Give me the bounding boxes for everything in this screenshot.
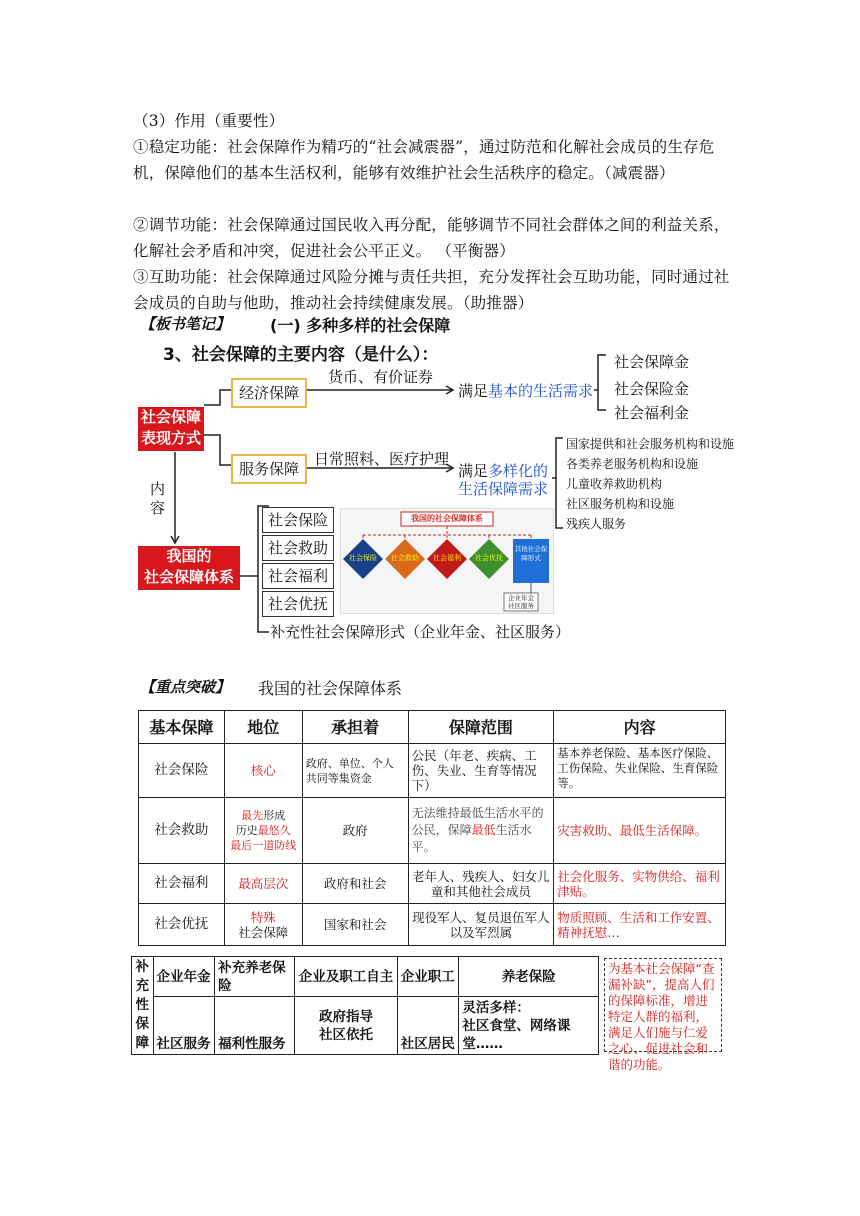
status-part: 特殊 (250, 909, 276, 925)
scope-part: 最低 (471, 823, 496, 837)
cell: 企业职工 (397, 957, 459, 997)
row-content: 物质照顾、生活和工作安置、精神抚慰… (554, 904, 726, 946)
service-need-blue2: 生活保障需求 (458, 480, 549, 498)
row-bearer: 政府、单位、个人共同等集资金 (302, 744, 408, 798)
inset-label-2: 社会福利 (433, 554, 461, 562)
cell: 社区服务 (153, 997, 215, 1055)
row-status (224, 904, 302, 946)
service-means: 日常照料、医疗护理 (314, 450, 450, 468)
cell: 灵活多样： 社区食堂、网络课堂…… (459, 997, 599, 1055)
system-box: 我国的 社会保障体系 (138, 546, 240, 590)
row-status: 核心 (224, 744, 302, 798)
diagram-title: 3、社会保障的主要内容（是什么）： (163, 345, 439, 365)
row-scope: 老年人、残疾人、妇女儿童和其他社会成员 (408, 864, 554, 904)
supplement-text: 补充性社会保障形式（企业年金、社区服务） (270, 623, 571, 641)
row-scope (408, 798, 554, 864)
status-part: 最后一道防线 (230, 839, 297, 852)
econ-item-2: 社会福利金 (614, 404, 690, 422)
header-cell: 承担着 (302, 711, 408, 744)
inset-label-3: 社会优抚 (475, 554, 503, 562)
status-part: 最悠久 (257, 824, 291, 837)
system-item-1: 社会救助 (262, 535, 334, 561)
inset-bottom: 企业年金 社区服务 (508, 594, 534, 610)
cell: 补充养老保险 (215, 957, 295, 997)
basic-security-table (138, 710, 726, 946)
inset-label-0: 社会保险 (349, 554, 377, 562)
row-name: 社会救助 (139, 798, 225, 864)
status-part: 历史 (235, 824, 258, 837)
notes-label: 【板书笔记】 (140, 315, 231, 333)
service-need-prefix: 满足 (458, 462, 489, 480)
cell: 养老保险 (459, 957, 599, 997)
key-label: 【重点突破】 (140, 678, 231, 696)
table-header-row (139, 711, 726, 744)
service-need-blue1: 多样化的 (488, 462, 549, 480)
table-row (139, 798, 726, 864)
system-item-2: 社会福利 (262, 563, 334, 589)
function-mutual-aid: ③互助功能：社会保障通过风险分摊与责任共担，充分发挥社会互助功能，同时通过社会成员的自助与他助，推动社会持续健康发展。（助推器） (133, 268, 730, 312)
side-label: 补充性保障 (132, 957, 154, 1055)
row-name: 社会优抚 (139, 904, 225, 946)
notes-title: (一) 多种多样的社会保障 (270, 316, 451, 335)
scope-part: 无法维持最低生活水平的公民，保障 (411, 806, 544, 837)
inset-diagram (340, 508, 554, 614)
cell: 企业及职工自主 (295, 957, 398, 997)
cell: 企业年金 (153, 957, 215, 997)
table-row (139, 904, 726, 946)
service-box: 服务保障 (231, 454, 307, 484)
econ-means: 货币、有价证券 (328, 368, 434, 386)
function-regulation: ②调节功能：社会保障通过国民收入再分配，能够调节不同社会群体之间的利益关系，化解社会矛盾和冲突，促进社会公平正义。 （平衡器） (133, 216, 730, 260)
econ-item-0: 社会保障金 (614, 353, 690, 371)
header-cell: 保障范围 (408, 711, 554, 744)
status-part: 形成 (263, 809, 286, 822)
row-scope: 公民（年老、疾病、工伤、失业、生育等情况下） (408, 744, 554, 798)
table-row (139, 744, 726, 798)
cell: 社区居民 (397, 997, 459, 1055)
row-scope: 现役军人、复员退伍军人以及军烈属 (408, 904, 554, 946)
service-need (458, 462, 548, 498)
service-item-4: 残疾人服务 (566, 517, 627, 531)
econ-item-1: 社会保险金 (614, 380, 690, 398)
forms-box: 社会保障 表现方式 (138, 407, 204, 451)
supplementary-table (131, 956, 599, 1055)
status-part: 社会保障 (238, 924, 289, 940)
header-cell: 内容 (554, 711, 726, 744)
row-name: 社会福利 (139, 864, 225, 904)
service-item-2: 儿童收养救助机构 (566, 477, 663, 491)
row-bearer: 国家和社会 (302, 904, 408, 946)
service-item-1: 各类养老服务机构和设施 (566, 457, 699, 471)
table-row (132, 957, 599, 997)
content-label: 内 容 (150, 480, 166, 517)
section-heading: （3）作用（重要性） (133, 112, 285, 130)
table-row (132, 997, 599, 1055)
service-item-3: 社区服务机构和设施 (566, 497, 675, 511)
cell: 福利性服务 (215, 997, 295, 1055)
scope-part: 生活水平。 (411, 823, 532, 854)
row-content: 灾害救助、最低生活保障。 (554, 798, 726, 864)
row-status (224, 798, 302, 864)
inset-label-4: 其他社会保障形式 (514, 545, 548, 562)
row-name: 社会保险 (139, 744, 225, 798)
side-note: 为基本社会保障“查漏补缺”，提高人们的保障标准，增进特定人群的福利，满足人们施与仁爱之心、促进社会和谐的功能。 (604, 958, 722, 1052)
function-stability: ①稳定功能：社会保障作为精巧的“社会减震器”，通过防范和化解社会成员的生存危机，保障他们的基本生活权利，能够有效维护社会生活秩序的稳定。（减震器） (133, 138, 715, 182)
status-part: 最先 (241, 809, 264, 822)
row-bearer: 政府和社会 (302, 864, 408, 904)
inset-title: 我国的社会保障体系 (411, 514, 483, 523)
econ-box: 经济保障 (231, 378, 307, 408)
inset-label-1: 社会救助 (391, 554, 419, 562)
table-row (139, 864, 726, 904)
econ-need-prefix: 满足 (458, 382, 489, 400)
econ-need-blue: 基本的生活需求 (488, 382, 594, 400)
row-content: 社会化服务、实物供给、福利津贴。 (554, 864, 726, 904)
row-bearer: 政府 (302, 798, 408, 864)
header-cell: 基本保障 (139, 711, 225, 744)
cell: 政府指导 社区依托 (295, 997, 398, 1055)
header-cell: 地位 (224, 711, 302, 744)
service-item-0: 国家提供和社会服务机构和设施 (566, 437, 735, 451)
row-status: 最高层次 (224, 864, 302, 904)
key-title: 我国的社会保障体系 (258, 679, 403, 698)
system-item-3: 社会优抚 (262, 591, 334, 617)
econ-need (458, 380, 593, 401)
system-item-0: 社会保险 (262, 507, 334, 533)
row-content: 基本养老保险、基本医疗保险、工伤保险、失业保险、生育保险等。 (554, 744, 726, 798)
